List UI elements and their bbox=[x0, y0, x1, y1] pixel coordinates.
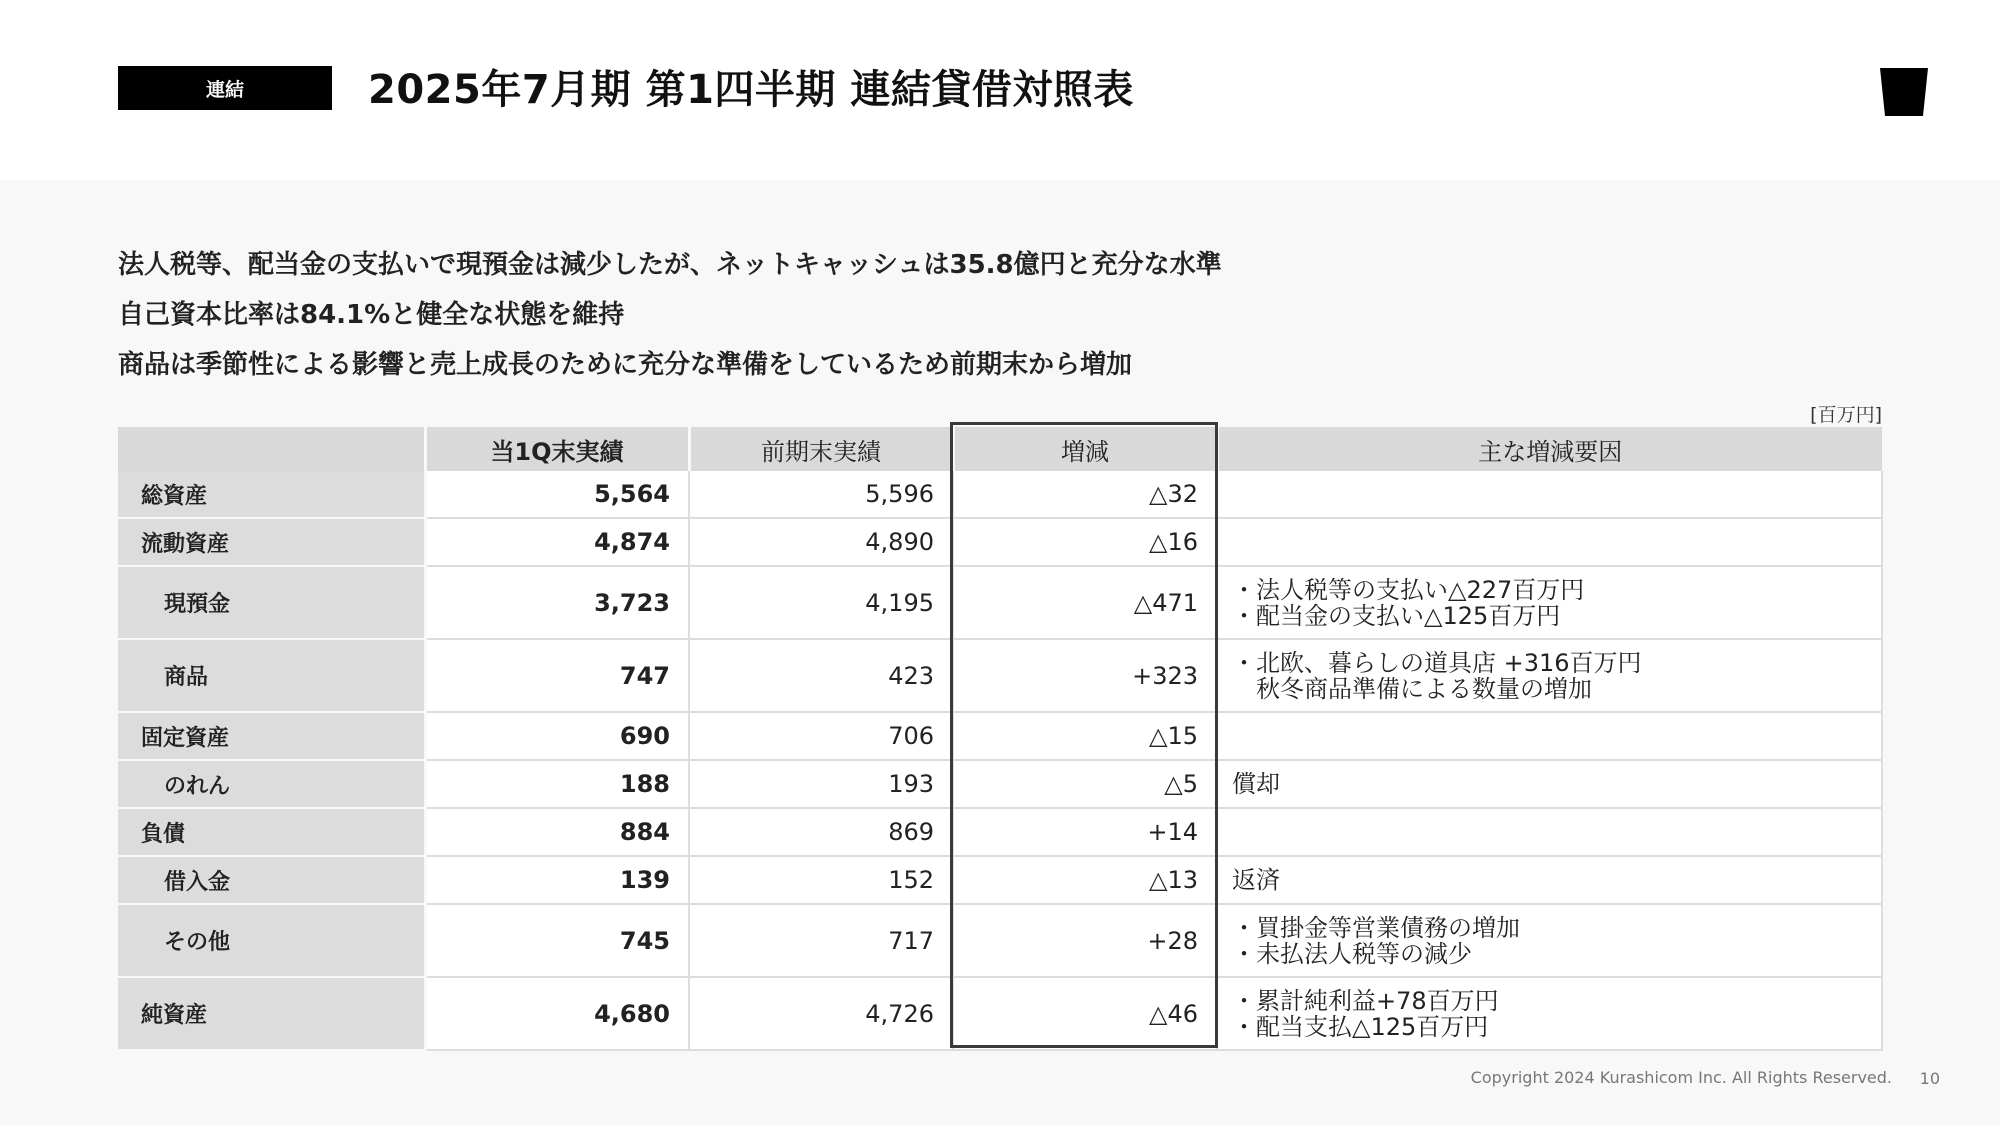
previous-value: 717 bbox=[689, 904, 953, 977]
row-label: 流動資産 bbox=[118, 518, 425, 566]
table-row bbox=[118, 760, 1882, 808]
row-label: 借入金 bbox=[118, 856, 425, 904]
current-value: 139 bbox=[425, 856, 689, 904]
current-value: 747 bbox=[425, 639, 689, 712]
row-label: その他 bbox=[118, 904, 425, 977]
reason-line: ・累計純利益+78百万円 bbox=[1232, 986, 1499, 1015]
page-title: 2025年7月期 第1四半期 連結貸借対照表 bbox=[368, 67, 1134, 113]
change-value: △46 bbox=[953, 977, 1217, 1050]
current-value: 188 bbox=[425, 760, 689, 808]
reason-cell bbox=[1217, 856, 1882, 904]
table-header-row bbox=[118, 427, 1882, 471]
change-value: △15 bbox=[953, 712, 1217, 760]
consolidated-badge: 連結 bbox=[118, 66, 332, 110]
change-value: △16 bbox=[953, 518, 1217, 566]
reason-cell bbox=[1217, 471, 1882, 518]
reason-line: ・配当支払△125百万円 bbox=[1232, 1012, 1489, 1041]
header-current: 当1Q末実績 bbox=[425, 427, 689, 471]
table-row bbox=[118, 904, 1882, 977]
reason-line: 秋冬商品準備による数量の増加 bbox=[1232, 674, 1592, 703]
reason-line: 償却 bbox=[1232, 770, 1280, 798]
row-label: 総資産 bbox=[118, 471, 425, 518]
change-value: △13 bbox=[953, 856, 1217, 904]
row-label: 商品 bbox=[118, 639, 425, 712]
current-value: 5,564 bbox=[425, 471, 689, 518]
table-row bbox=[118, 518, 1882, 566]
current-value: 745 bbox=[425, 904, 689, 977]
current-value: 690 bbox=[425, 712, 689, 760]
previous-value: 152 bbox=[689, 856, 953, 904]
table-row bbox=[118, 471, 1882, 518]
row-label: 固定資産 bbox=[118, 712, 425, 760]
header-item bbox=[118, 427, 425, 471]
previous-value: 4,195 bbox=[689, 566, 953, 639]
table-row bbox=[118, 712, 1882, 760]
reason-line: ・未払法人税等の減少 bbox=[1232, 939, 1472, 968]
summary-line: 商品は季節性による影響と売上成長のために充分な準備をしているため前期末から増加 bbox=[118, 350, 1133, 380]
current-value: 3,723 bbox=[425, 566, 689, 639]
copyright: Copyright 2024 Kurashicom Inc. All Rights Reserved. bbox=[1470, 1068, 1892, 1087]
reason-cell bbox=[1217, 808, 1882, 856]
reason-cell bbox=[1217, 977, 1882, 1050]
bucket-icon bbox=[1878, 66, 1930, 118]
current-value: 884 bbox=[425, 808, 689, 856]
previous-value: 706 bbox=[689, 712, 953, 760]
row-label: のれん bbox=[118, 760, 425, 808]
table-row bbox=[118, 566, 1882, 639]
reason-cell bbox=[1217, 760, 1882, 808]
reason-line: 返済 bbox=[1232, 866, 1280, 894]
summary-bullets bbox=[118, 240, 1222, 390]
change-value: +28 bbox=[953, 904, 1217, 977]
summary-line: 法人税等、配当金の支払いで現預金は減少したが、ネットキャッシュは35.8億円と充分な水準 bbox=[118, 250, 1222, 280]
row-label: 負債 bbox=[118, 808, 425, 856]
change-value: +14 bbox=[953, 808, 1217, 856]
previous-value: 5,596 bbox=[689, 471, 953, 518]
header-change: 増減 bbox=[953, 427, 1217, 471]
previous-value: 869 bbox=[689, 808, 953, 856]
previous-value: 4,890 bbox=[689, 518, 953, 566]
previous-value: 4,726 bbox=[689, 977, 953, 1050]
current-value: 4,874 bbox=[425, 518, 689, 566]
header-reasons: 主な増減要因 bbox=[1217, 427, 1882, 471]
table-row bbox=[118, 639, 1882, 712]
reason-line: ・買掛金等営業債務の増加 bbox=[1232, 913, 1520, 942]
reason-cell bbox=[1217, 904, 1882, 977]
reason-line: ・法人税等の支払い△227百万円 bbox=[1232, 575, 1585, 604]
header-previous: 前期末実績 bbox=[689, 427, 953, 471]
reason-cell bbox=[1217, 518, 1882, 566]
row-label: 純資産 bbox=[118, 977, 425, 1050]
reason-line: ・配当金の支払い△125百万円 bbox=[1232, 601, 1561, 630]
table-row bbox=[118, 856, 1882, 904]
reason-line: ・北欧、暮らしの道具店 +316百万円 bbox=[1232, 648, 1642, 677]
summary-line: 自己資本比率は84.1%と健全な状態を維持 bbox=[118, 300, 625, 330]
change-value: △5 bbox=[953, 760, 1217, 808]
row-label: 現預金 bbox=[118, 566, 425, 639]
previous-value: 193 bbox=[689, 760, 953, 808]
table-row bbox=[118, 808, 1882, 856]
slide-header bbox=[0, 0, 2000, 180]
balance-sheet-table bbox=[118, 427, 1883, 1051]
previous-value: 423 bbox=[689, 639, 953, 712]
page-number: 10 bbox=[1919, 1069, 1940, 1088]
change-value: △471 bbox=[953, 566, 1217, 639]
reason-cell bbox=[1217, 712, 1882, 760]
unit-label: [百万円] bbox=[1810, 404, 1882, 426]
change-value: +323 bbox=[953, 639, 1217, 712]
change-value: △32 bbox=[953, 471, 1217, 518]
current-value: 4,680 bbox=[425, 977, 689, 1050]
table-row bbox=[118, 977, 1882, 1050]
reason-cell bbox=[1217, 566, 1882, 639]
reason-cell bbox=[1217, 639, 1882, 712]
